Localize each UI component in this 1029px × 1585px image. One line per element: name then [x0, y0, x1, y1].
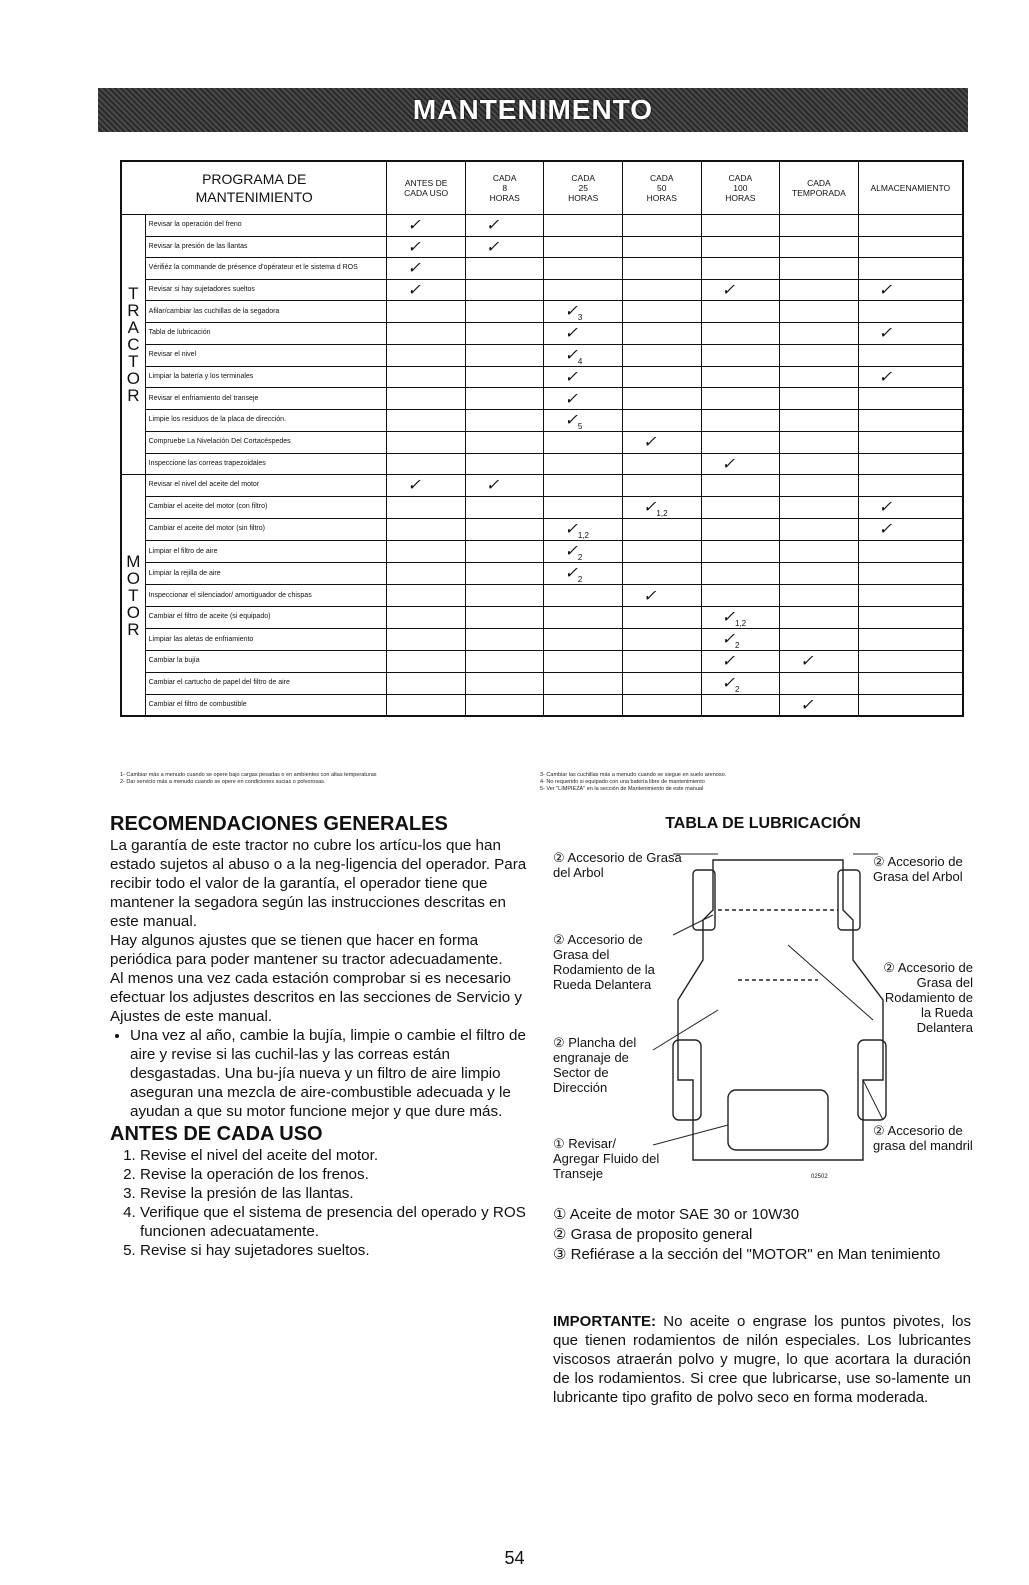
empty-cell [623, 236, 702, 258]
empty-cell [465, 629, 544, 651]
empty-cell [701, 496, 780, 518]
schedule-column-header: CADA 100 HORAS [701, 161, 780, 215]
important-note [553, 1312, 971, 1407]
recomendaciones-list [110, 1026, 530, 1121]
check-mark: ✓ [465, 236, 544, 258]
check-mark: ✓ [858, 323, 963, 345]
empty-cell [623, 518, 702, 540]
empty-cell [544, 629, 623, 651]
lubrication-legend [553, 1205, 973, 1265]
schedule-column-header: ANTES DE CADA USO [387, 161, 466, 215]
empty-cell [780, 475, 859, 497]
schedule-task: Cambiar el aceite del motor (sin filtro) [145, 518, 387, 540]
empty-cell [465, 563, 544, 585]
empty-cell [465, 258, 544, 280]
empty-cell [701, 432, 780, 454]
empty-cell [780, 258, 859, 280]
check-mark: ✓ [387, 475, 466, 497]
schedule-row [121, 563, 963, 585]
empty-cell [858, 585, 963, 607]
schedule-row [121, 672, 963, 694]
empty-cell [858, 651, 963, 673]
antes-item: 5. Revise si hay sujetadores sueltos. [140, 1241, 530, 1260]
schedule-row [121, 409, 963, 431]
footnotes-right [540, 772, 940, 793]
right-column [553, 815, 973, 1210]
check-mark: $✓_2$ [701, 672, 780, 694]
antes-heading: ANTES DE CADA USO [110, 1123, 323, 1145]
schedule-task: Revisar el enfriamiento del transeje [145, 388, 387, 410]
callout-transeje: ① Revisar/ Agregar Fluido del Transeje [553, 1136, 660, 1181]
empty-cell [858, 432, 963, 454]
empty-cell [387, 518, 466, 540]
empty-cell [544, 651, 623, 673]
schedule-row [121, 258, 963, 280]
empty-cell [780, 629, 859, 651]
schedule-row [121, 432, 963, 454]
footnote: 1- Cambiar más a menudo cuando se opere bajo cargas pesadas o en ambientes con altas temperaturas [120, 772, 377, 778]
empty-cell [701, 694, 780, 716]
callout-rueda-right: ② Accesorio de Grasa del Rodamiento de la Rueda Delantera [883, 960, 973, 1035]
empty-cell [780, 453, 859, 475]
empty-cell [387, 301, 466, 323]
empty-cell [623, 301, 702, 323]
schedule-task: Limpie los residuos de la placa de dirección. [145, 409, 387, 431]
empty-cell [623, 629, 702, 651]
check-mark: ✓ [465, 475, 544, 497]
schedule-column-header: CADA TEMPORADA [780, 161, 859, 215]
empty-cell [387, 409, 466, 431]
empty-cell [465, 409, 544, 431]
empty-cell [701, 344, 780, 366]
empty-cell [780, 366, 859, 388]
legend-item: ③ Refiérase a la sección del "MOTOR" en Man tenimiento [553, 1246, 941, 1263]
empty-cell [465, 694, 544, 716]
lubrication-diagram [553, 840, 973, 1210]
schedule-task: Limpiar la rejilla de aire [145, 563, 387, 585]
check-mark: ✓ [623, 432, 702, 454]
empty-cell [623, 279, 702, 301]
antes-item: 2. Revise la operación de los frenos. [140, 1165, 530, 1184]
left-column [110, 815, 530, 1260]
check-mark: ✓ [858, 496, 963, 518]
recomendaciones-para3: Al menos una vez cada estación comprobar si es necesario efectuar los adjustes descritos en las secciones de Servicio y Ajustes de este manual. [110, 970, 522, 1025]
check-mark: ✓ [701, 453, 780, 475]
check-mark: $✓_2$ [544, 563, 623, 585]
schedule-table [120, 160, 964, 717]
empty-cell [858, 694, 963, 716]
empty-cell [780, 409, 859, 431]
empty-cell [780, 388, 859, 410]
empty-cell [623, 563, 702, 585]
empty-cell [387, 606, 466, 628]
empty-cell [858, 672, 963, 694]
empty-cell [701, 215, 780, 237]
check-mark: ✓ [544, 323, 623, 345]
empty-cell [858, 453, 963, 475]
schedule-row [121, 388, 963, 410]
empty-cell [544, 453, 623, 475]
banner-title: MANTENIMENTO [412, 94, 654, 125]
empty-cell [465, 323, 544, 345]
recomendaciones-heading: RECOMENDACIONES GENERALES [110, 813, 448, 835]
empty-cell [387, 366, 466, 388]
empty-cell [544, 585, 623, 607]
empty-cell [780, 301, 859, 323]
empty-cell [701, 323, 780, 345]
empty-cell [623, 694, 702, 716]
schedule-row [121, 540, 963, 562]
recomendaciones-para2: Hay algunos ajustes que se tienen que hacer en forma periódica para poder mantener su tractor adecuadamente. [110, 932, 503, 968]
schedule-row [121, 236, 963, 258]
check-mark: $✓_4$ [544, 344, 623, 366]
empty-cell [544, 496, 623, 518]
empty-cell [623, 258, 702, 280]
empty-cell [780, 323, 859, 345]
antes-item: 3. Revise la presión de las llantas. [140, 1184, 530, 1203]
schedule-row [121, 518, 963, 540]
callout-arbol-left: ② Accesorio de Grasa del Arbol [553, 850, 682, 880]
empty-cell [387, 344, 466, 366]
check-mark: $✓_{1,2}$ [623, 496, 702, 518]
schedule-header-row [121, 161, 963, 215]
schedule-row [121, 323, 963, 345]
empty-cell [858, 606, 963, 628]
schedule-task: Cambiar el aceite del motor (con filtro) [145, 496, 387, 518]
empty-cell [780, 606, 859, 628]
empty-cell [623, 540, 702, 562]
check-mark: ✓ [544, 388, 623, 410]
empty-cell [780, 672, 859, 694]
empty-cell [544, 236, 623, 258]
recomendaciones-para1: La garantía de este tractor no cubre los artícu-los que han estado sujetos al abuso o a la neg-ligencia del operador. Para recibir todo el valor de la garantía, el operador tiene que mantener la segadora según las instrucciones descritas en este manual. [110, 837, 527, 930]
empty-cell [387, 629, 466, 651]
empty-cell [623, 651, 702, 673]
empty-cell [780, 585, 859, 607]
schedule-row [121, 629, 963, 651]
empty-cell [780, 432, 859, 454]
schedule-task: Compruebe La Nivelación Del Cortacéspedes [145, 432, 387, 454]
empty-cell [387, 563, 466, 585]
empty-cell [623, 366, 702, 388]
empty-cell [387, 694, 466, 716]
check-mark: $✓_3$ [544, 301, 623, 323]
schedule-row [121, 453, 963, 475]
empty-cell [465, 518, 544, 540]
empty-cell [701, 301, 780, 323]
empty-cell [780, 344, 859, 366]
empty-cell [780, 563, 859, 585]
check-mark: $✓_{1,2}$ [544, 518, 623, 540]
callout-rueda-left: ② Accesorio de Grasa del Rodamiento de la Rueda Delantera [553, 932, 655, 992]
schedule-row [121, 344, 963, 366]
important-text: No aceite o engrase los puntos pivotes, los que tienen rodamientos de nilón especiales. Los lubricantes viscosos atraerán polvo y mugre, lo que acortara la duración de los rodamientos. Si cree que lubricarse, use so-lamente un lubricante tipo grafito de polvo seco en forma moderada. [553, 1313, 971, 1406]
empty-cell [858, 388, 963, 410]
check-mark: ✓ [387, 236, 466, 258]
schedule-column-header: CADA 50 HORAS [623, 161, 702, 215]
check-mark: $✓_{1,2}$ [701, 606, 780, 628]
empty-cell [780, 279, 859, 301]
diagram-code: 02502 [811, 1174, 828, 1180]
schedule-row [121, 301, 963, 323]
empty-cell [465, 344, 544, 366]
schedule-row [121, 279, 963, 301]
empty-cell [387, 651, 466, 673]
schedule-title-line1: PROGRAMA DE [202, 171, 307, 187]
schedule-task: Cambiar el cartucho de papel del filtro de aire [145, 672, 387, 694]
schedule-row [121, 475, 963, 497]
empty-cell [858, 301, 963, 323]
empty-cell [701, 518, 780, 540]
empty-cell [387, 585, 466, 607]
empty-cell [623, 409, 702, 431]
empty-cell [780, 236, 859, 258]
empty-cell [701, 258, 780, 280]
empty-cell [701, 563, 780, 585]
footnotes-left [120, 772, 520, 786]
empty-cell [623, 475, 702, 497]
schedule-column-header: CADA 8 HORAS [465, 161, 544, 215]
empty-cell [858, 629, 963, 651]
empty-cell [387, 540, 466, 562]
check-mark: ✓ [544, 366, 623, 388]
schedule-task: Revisar la presión de las llantas [145, 236, 387, 258]
empty-cell [465, 606, 544, 628]
empty-cell [623, 672, 702, 694]
antes-item: 4. Verifique que el sistema de presencia del operado y ROS funcionen adecuatamente. [140, 1203, 530, 1241]
check-mark: ✓ [623, 585, 702, 607]
empty-cell [544, 432, 623, 454]
check-mark: $✓_2$ [544, 540, 623, 562]
legend-item: ① Aceite de motor SAE 30 or 10W30 [553, 1206, 800, 1223]
empty-cell [858, 475, 963, 497]
schedule-task: Revisar el nivel [145, 344, 387, 366]
empty-cell [387, 453, 466, 475]
check-mark: ✓ [701, 651, 780, 673]
empty-cell [701, 475, 780, 497]
lubricacion-title: TABLA DE LUBRICACIÓN [665, 815, 861, 832]
footnote: 5- Ver "LIMPIEZA" en la sección de Mantenimiento de este manual [540, 786, 704, 792]
empty-cell [858, 344, 963, 366]
footnote: 3- Cambiar las cuchillas más a menudo cuando se siegue en suelo arenoso. [540, 772, 727, 778]
empty-cell [780, 540, 859, 562]
schedule-row [121, 694, 963, 716]
empty-cell [544, 258, 623, 280]
antes-item: 1. Revise el nivel del aceite del motor. [140, 1146, 530, 1165]
schedule-task: Limpiar el filtro de aire [145, 540, 387, 562]
empty-cell [544, 672, 623, 694]
check-mark: ✓ [387, 215, 466, 237]
schedule-task: Inspeccione las correas trapezoidales [145, 453, 387, 475]
empty-cell [858, 409, 963, 431]
empty-cell [623, 388, 702, 410]
empty-cell [387, 432, 466, 454]
schedule-row [121, 496, 963, 518]
callout-plancha: ② Plancha del engranaje de Sector de Dirección [553, 1035, 637, 1095]
schedule-task: Revisar la operación del freno [145, 215, 387, 237]
check-mark: ✓ [858, 279, 963, 301]
page-number: 54 [504, 1548, 525, 1568]
empty-cell [465, 585, 544, 607]
empty-cell [701, 366, 780, 388]
recomendaciones-bullet: • Una vez al año, cambie la bujía, limpie o cambie el filtro de aire y revise si las cuchil-las y las correas están desgastadas. Una bu-jía nueva y un filtro de aire limpio aseguran una mezcla de aire-combustible adecuada y le ayudan a que su motor funcione mejor y que dure más. [130, 1026, 530, 1121]
empty-cell [387, 496, 466, 518]
empty-cell [465, 388, 544, 410]
empty-cell [465, 301, 544, 323]
empty-cell [465, 279, 544, 301]
check-mark: ✓ [465, 215, 544, 237]
empty-cell [701, 585, 780, 607]
schedule-task: Limpiar las aletas de enfriamiento [145, 629, 387, 651]
check-mark: ✓ [858, 366, 963, 388]
important-label: IMPORTANTE: [553, 1313, 657, 1330]
schedule-task: Revisar el nivel del aceite del motor [145, 475, 387, 497]
check-mark: ✓ [780, 651, 859, 673]
empty-cell [858, 258, 963, 280]
schedule-title [121, 161, 387, 215]
schedule-row [121, 215, 963, 237]
schedule-task: Limpiar la batería y los terminales [145, 366, 387, 388]
empty-cell [623, 344, 702, 366]
empty-cell [387, 323, 466, 345]
schedule-task: Inspeccionar el silenciador/ amortiguador de chispas [145, 585, 387, 607]
empty-cell [858, 215, 963, 237]
footnote: 2- Dar servicio más a menudo cuando se opere en condiciones sucias o polvorosas. [120, 779, 326, 785]
empty-cell [465, 496, 544, 518]
empty-cell [465, 453, 544, 475]
empty-cell [858, 563, 963, 585]
empty-cell [780, 518, 859, 540]
empty-cell [544, 475, 623, 497]
schedule-task: Cambiar el filtro de aceite (si equipado) [145, 606, 387, 628]
footnote: 4- No requerido si equipado con una batería libre de mantenimiento [540, 779, 705, 785]
check-mark: ✓ [858, 518, 963, 540]
empty-cell [465, 432, 544, 454]
schedule-task: Revisar si hay sujetadores sueltos [145, 279, 387, 301]
schedule-row [121, 651, 963, 673]
empty-cell [544, 606, 623, 628]
empty-cell [465, 672, 544, 694]
check-mark: ✓ [780, 694, 859, 716]
callout-mandril: ② Accesorio de grasa del mandril [873, 1123, 973, 1153]
empty-cell [465, 366, 544, 388]
empty-cell [465, 540, 544, 562]
empty-cell [387, 388, 466, 410]
empty-cell [465, 651, 544, 673]
schedule-row [121, 585, 963, 607]
schedule-column-header: ALMACENAMIENTO [858, 161, 963, 215]
empty-cell [701, 388, 780, 410]
maintenance-schedule [120, 160, 964, 717]
empty-cell [858, 236, 963, 258]
empty-cell [780, 215, 859, 237]
schedule-task: Tabla de lubricación [145, 323, 387, 345]
empty-cell [387, 672, 466, 694]
antes-list [110, 1146, 530, 1260]
page-banner [98, 88, 968, 132]
schedule-column-header: CADA 25 HORAS [544, 161, 623, 215]
empty-cell [623, 606, 702, 628]
schedule-title-line2: MANTENIMIENTO [195, 189, 313, 205]
empty-cell [623, 453, 702, 475]
section-label-motor: M O T O R [121, 475, 145, 717]
schedule-row [121, 606, 963, 628]
empty-cell [544, 279, 623, 301]
check-mark: ✓ [387, 279, 466, 301]
empty-cell [858, 540, 963, 562]
legend-item: ② Grasa de proposito general [553, 1226, 753, 1243]
check-mark: ✓ [701, 279, 780, 301]
empty-cell [623, 323, 702, 345]
empty-cell [780, 496, 859, 518]
empty-cell [623, 215, 702, 237]
empty-cell [701, 409, 780, 431]
empty-cell [544, 215, 623, 237]
schedule-row [121, 366, 963, 388]
check-mark: ✓ [387, 258, 466, 280]
check-mark: $✓_5$ [544, 409, 623, 431]
section-label-tractor: T R A C T O R [121, 215, 145, 475]
empty-cell [544, 694, 623, 716]
check-mark: $✓_2$ [701, 629, 780, 651]
schedule-task: Afilar/cambiar las cuchillas de la segadora [145, 301, 387, 323]
schedule-task: Vérifiéz la commande de présence d'opérateur et le sistema d ROS [145, 258, 387, 280]
empty-cell [701, 540, 780, 562]
schedule-task: Cambiar el filtro de combustible [145, 694, 387, 716]
empty-cell [701, 236, 780, 258]
schedule-task: Cambiar la bujía [145, 651, 387, 673]
callout-arbol-right: ② Accesorio de Grasa del Arbol [873, 854, 963, 884]
